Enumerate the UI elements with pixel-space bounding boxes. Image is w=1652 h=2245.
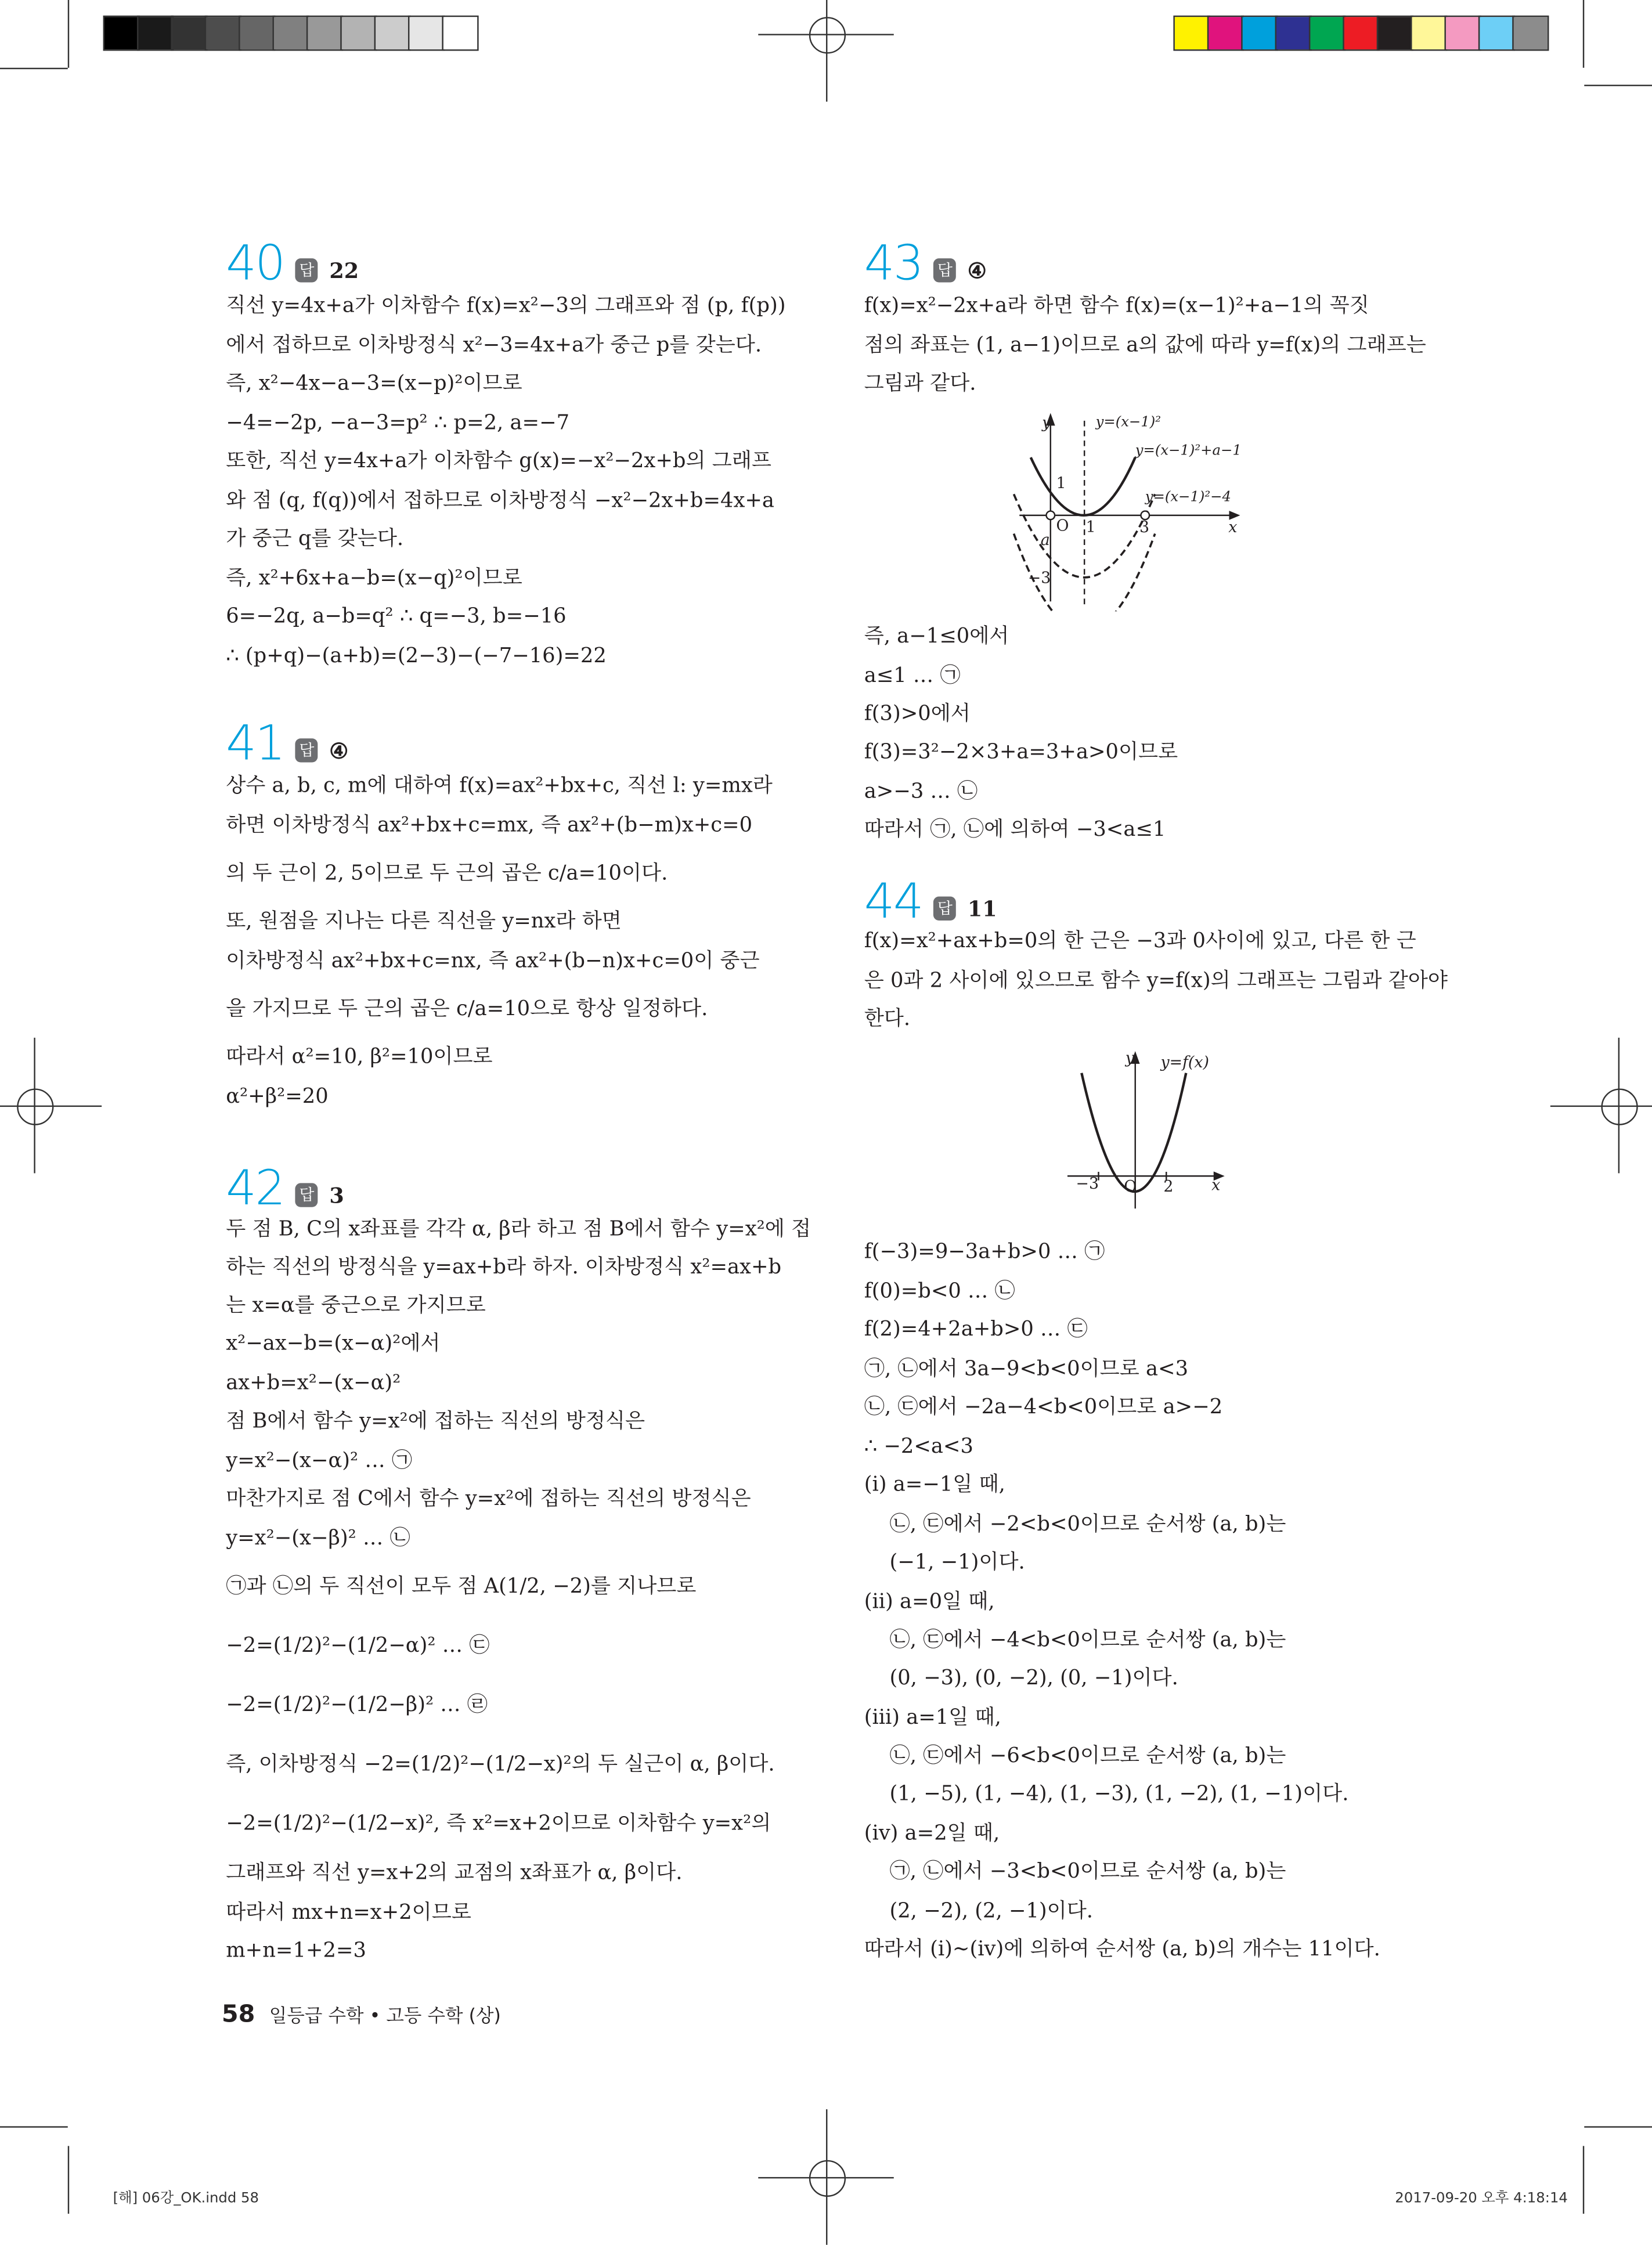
text-line: 또한, 직선 y=4x+a가 이차함수 g(x)=−x²−2x+b의 그래프 — [226, 450, 771, 473]
text-line: α²+β²=20 — [226, 1085, 329, 1109]
curve-f — [1081, 1073, 1186, 1192]
color-swatch — [1514, 17, 1548, 49]
color-swatch — [1378, 17, 1412, 49]
slug-file: [해] 06강_OK.indd 58 — [113, 2191, 259, 2207]
text-line: −2=(1/2)²−(1/2−β)² … ㉣ — [226, 1694, 488, 1717]
color-swatch — [1243, 17, 1276, 49]
slug-timestamp: 2017-09-20 오후 4:18:14 — [1395, 2191, 1568, 2207]
curve-3-label: y=(x−1)²−4 — [1145, 488, 1231, 505]
graph-43 — [1005, 407, 1288, 612]
text-line: x²−ax−b=(x−α)²에서 — [226, 1333, 441, 1356]
text-line: ∴ −2<a<3 — [864, 1435, 973, 1459]
answer-badge: 답 — [295, 738, 318, 762]
text-line: −2=(1/2)²−(1/2−x)², 즉 x²=x+2이므로 이차함수 y=x²의 — [226, 1813, 771, 1836]
problem-number: 40 — [226, 236, 284, 293]
gray-swatch — [104, 17, 138, 49]
text-line: ax+b=x²−(x−α)² — [226, 1372, 401, 1395]
text-line: m+n=1+2=3 — [226, 1940, 366, 1963]
text-line: 또, 원점을 지나는 다른 직선을 y=nx라 하면 — [226, 910, 622, 933]
page-footer — [222, 2001, 501, 2029]
text-line: 은 0과 2 사이에 있으므로 함수 y=f(x)의 그래프는 그림과 같아야 — [864, 969, 1448, 992]
crop-mark — [1584, 85, 1652, 86]
origin-label: O — [1124, 1178, 1137, 1196]
text-line: 6=−2q, a−b=q² ∴ q=−3, b=−16 — [226, 605, 567, 629]
text-line: 즉, x²−4x−a−3=(x−p)²이므로 — [226, 373, 522, 396]
text-line: ㉡, ㉢에서 −4<b<0이므로 순서쌍 (a, b)는 — [889, 1629, 1286, 1652]
text-line: a>−3 … ㉡ — [864, 781, 978, 804]
crop-mark — [68, 0, 69, 68]
text-line: f(3)>0에서 — [864, 703, 971, 726]
answer-value: 11 — [967, 896, 997, 922]
text-line: 그림과 같다. — [864, 373, 976, 396]
text-line: 점 B에서 함수 y=x²에 접하는 직선의 방정식은 — [226, 1410, 645, 1433]
text-line: ㉠, ㉡에서 3a−9<b<0이므로 a<3 — [864, 1358, 1189, 1381]
curve-label: y=f(x) — [1160, 1053, 1209, 1071]
graph-44 — [1062, 1042, 1245, 1211]
crop-mark — [826, 0, 827, 102]
gray-swatch — [342, 17, 376, 49]
answer-value: ④ — [329, 738, 349, 764]
crop-mark — [1583, 0, 1584, 68]
problem-header — [226, 236, 359, 293]
x-label: x — [1211, 1176, 1221, 1194]
problem-number: 42 — [226, 1160, 284, 1217]
answer-badge: 답 — [295, 1183, 318, 1207]
curve-2 — [1014, 494, 1155, 578]
text-line: 두 점 B, C의 x좌표를 각각 α, β라 하고 점 B에서 함수 y=x²에 접 — [226, 1218, 811, 1241]
x-tick-1: 1 — [1085, 518, 1096, 537]
color-swatch — [1209, 17, 1242, 49]
text-line: ㉡, ㉢에서 −2<b<0이므로 순서쌍 (a, b)는 — [889, 1513, 1286, 1536]
text-line: f(2)=4+2a+b>0 … ㉢ — [864, 1318, 1088, 1341]
text-line: 점의 좌표는 (1, a−1)이므로 a의 값에 따라 y=f(x)의 그래프는 — [864, 334, 1426, 357]
text-line: 의 두 근이 2, 5이므로 두 근의 곱은 c/a=10이다. — [226, 862, 668, 886]
text-line: 즉, x²+6x+a−b=(x−q)²이므로 — [226, 566, 522, 590]
text-line: 따라서 ㉠, ㉡에 의하여 −3<a≤1 — [864, 818, 1166, 842]
gray-swatch — [172, 17, 206, 49]
origin-label: O — [1056, 517, 1069, 535]
gray-swatch — [206, 17, 240, 49]
answer-value: 3 — [329, 1183, 344, 1209]
text-line: 따라서 α²=10, β²=10이므로 — [226, 1046, 493, 1069]
text-line: 가 중근 q를 갖는다. — [226, 528, 404, 551]
text-line: 따라서 (ⅰ)~(ⅳ)에 의하여 순서쌍 (a, b)의 개수는 11이다. — [864, 1938, 1380, 1961]
problem-number: 44 — [864, 874, 923, 931]
y-label: y — [1125, 1049, 1134, 1067]
text-line: (ⅳ) a=2일 때, — [864, 1822, 1000, 1846]
text-line: 하면 이차방정식 ax²+bx+c=mx, 즉 ax²+(b−m)x+c=0 — [226, 814, 753, 838]
crop-mark — [1550, 1106, 1652, 1107]
text-line: −4=−2p, −a−3=p² ∴ p=2, a=−7 — [226, 412, 570, 434]
crop-mark — [0, 2126, 68, 2127]
problem-header — [864, 236, 987, 293]
problem-header — [226, 1160, 344, 1217]
answer-value: ④ — [967, 258, 987, 284]
text-line: y=x²−(x−β)² … ㉡ — [226, 1527, 410, 1550]
text-line: ㉡, ㉢에서 −2a−4<b<0이므로 a>−2 — [864, 1396, 1223, 1419]
text-line: 직선 y=4x+a가 이차함수 f(x)=x²−3의 그래프와 점 (p, f(p)) — [226, 295, 786, 318]
x-label: x — [1228, 518, 1238, 537]
crop-mark — [1618, 1038, 1619, 1174]
text-line: f(−3)=9−3a+b>0 … ㉠ — [864, 1241, 1105, 1264]
x-tick-neg3: −3 — [1076, 1175, 1099, 1193]
crop-mark — [34, 1038, 35, 1174]
color-swatch — [1175, 17, 1209, 49]
crop-mark — [0, 1106, 102, 1107]
text-line: 와 점 (q, f(q))에서 접하므로 이차방정식 −x²−2x+b=4x+a — [226, 489, 774, 512]
curve-2-label: y=(x−1)²+a−1 — [1135, 441, 1242, 459]
color-swatch — [1276, 17, 1310, 49]
text-line: 마찬가지로 점 C에서 함수 y=x²에 접하는 직선의 방정식은 — [226, 1488, 751, 1511]
gray-swatch — [138, 17, 172, 49]
crop-mark — [1584, 2126, 1652, 2127]
text-line: 하는 직선의 방정식을 y=ax+b라 하자. 이차방정식 x²=ax+b — [226, 1256, 782, 1279]
gray-swatch — [240, 17, 274, 49]
crop-mark — [826, 2109, 827, 2245]
crop-mark — [0, 68, 68, 69]
text-line: 그래프와 직선 y=x+2의 교점의 x좌표가 α, β이다. — [226, 1862, 683, 1885]
answer-value: 22 — [329, 258, 359, 284]
text-line: y=x²−(x−α)² … ㉠ — [226, 1450, 413, 1473]
gray-swatch — [308, 17, 341, 49]
y-tick-neg3: −3 — [1027, 569, 1051, 587]
answer-badge: 답 — [934, 897, 957, 921]
problem-header — [864, 874, 997, 931]
text-line: ㉡, ㉢에서 −6<b<0이므로 순서쌍 (a, b)는 — [889, 1745, 1286, 1768]
y-intercept-a: a — [1040, 530, 1050, 549]
gray-swatch — [376, 17, 409, 49]
text-line: (ⅰ) a=−1일 때, — [864, 1474, 1005, 1497]
text-line: 즉, a−1≤0에서 — [864, 625, 1009, 648]
text-line: (−1, −1)이다. — [889, 1551, 1025, 1575]
text-line: 이차방정식 ax²+bx+c=nx, 즉 ax²+(b−n)x+c=0이 중근 — [226, 950, 760, 973]
y-tick-1: 1 — [1056, 474, 1066, 493]
text-line: 에서 접하므로 이차방정식 x²−3=4x+a가 중근 p를 갖는다. — [226, 334, 762, 357]
text-line: −2=(1/2)²−(1/2−α)² … ㉢ — [226, 1634, 490, 1658]
answer-badge: 답 — [295, 258, 318, 282]
curve-1 — [1031, 457, 1135, 515]
text-line: (1, −5), (1, −4), (1, −3), (1, −2), (1, −1)이다. — [889, 1783, 1349, 1806]
text-line: f(x)=x²−2x+a라 하면 함수 f(x)=(x−1)²+a−1의 꼭짓 — [864, 295, 1369, 318]
gray-swatch — [443, 17, 477, 49]
text-line: a≤1 … ㉠ — [864, 665, 961, 688]
text-line: f(0)=b<0 … ㉡ — [864, 1280, 1015, 1304]
color-swatch — [1344, 17, 1378, 49]
text-line: 는 x=α를 중근으로 가지므로 — [226, 1294, 486, 1318]
y-label: y — [1042, 414, 1051, 432]
page-number: 58 — [221, 2000, 255, 2029]
color-swatch — [1480, 17, 1513, 49]
text-line: 을 가지므로 두 근의 곱은 c/a=10으로 항상 일정하다. — [226, 998, 708, 1021]
curve-1-label: y=(x−1)² — [1095, 413, 1161, 430]
text-line: (2, −2), (2, −1)이다. — [889, 1900, 1094, 1923]
crop-mark — [68, 2146, 69, 2214]
crop-mark — [1583, 2146, 1584, 2214]
text-line: 즉, 이차방정식 −2=(1/2)²−(1/2−x)²의 두 실근이 α, β이다. — [226, 1753, 775, 1777]
color-swatch — [1310, 17, 1344, 49]
color-swatch — [1412, 17, 1446, 49]
problem-number: 41 — [226, 716, 284, 773]
text-line: (0, −3), (0, −2), (0, −1)이다. — [889, 1667, 1178, 1690]
text-line: f(3)=3²−2×3+a=3+a>0이므로 — [864, 741, 1178, 764]
text-line: ㉠, ㉡에서 −3<b<0이므로 순서쌍 (a, b)는 — [889, 1861, 1286, 1883]
text-line: f(x)=x²+ax+b=0의 한 근은 −3과 0사이에 있고, 다른 한 근 — [864, 930, 1416, 953]
text-line: (ⅱ) a=0일 때, — [864, 1591, 995, 1614]
text-line: 따라서 mx+n=x+2이므로 — [226, 1901, 471, 1925]
x-tick-2: 2 — [1163, 1178, 1174, 1196]
problem-header — [226, 716, 349, 773]
text-line: (ⅲ) a=1일 때, — [864, 1706, 1001, 1730]
problem-number: 43 — [864, 236, 923, 293]
color-swatch — [1446, 17, 1480, 49]
text-line: 한다. — [864, 1008, 911, 1031]
text-line: 상수 a, b, c, m에 대하여 f(x)=ax²+bx+c, 직선 l: y=mx라 — [226, 775, 773, 798]
x-tick-3: 3 — [1139, 518, 1150, 537]
gray-swatch — [409, 17, 443, 49]
book-title: 일등급 수학 • 고등 수학 (상) — [269, 2006, 501, 2028]
answer-badge: 답 — [934, 258, 957, 282]
text-line: ∴ (p+q)−(a+b)=(2−3)−(−7−16)=22 — [226, 644, 607, 667]
gray-swatch — [274, 17, 308, 49]
text-line: ㉠과 ㉡의 두 직선이 모두 점 A(1/2, −2)를 지나므로 — [226, 1575, 697, 1598]
